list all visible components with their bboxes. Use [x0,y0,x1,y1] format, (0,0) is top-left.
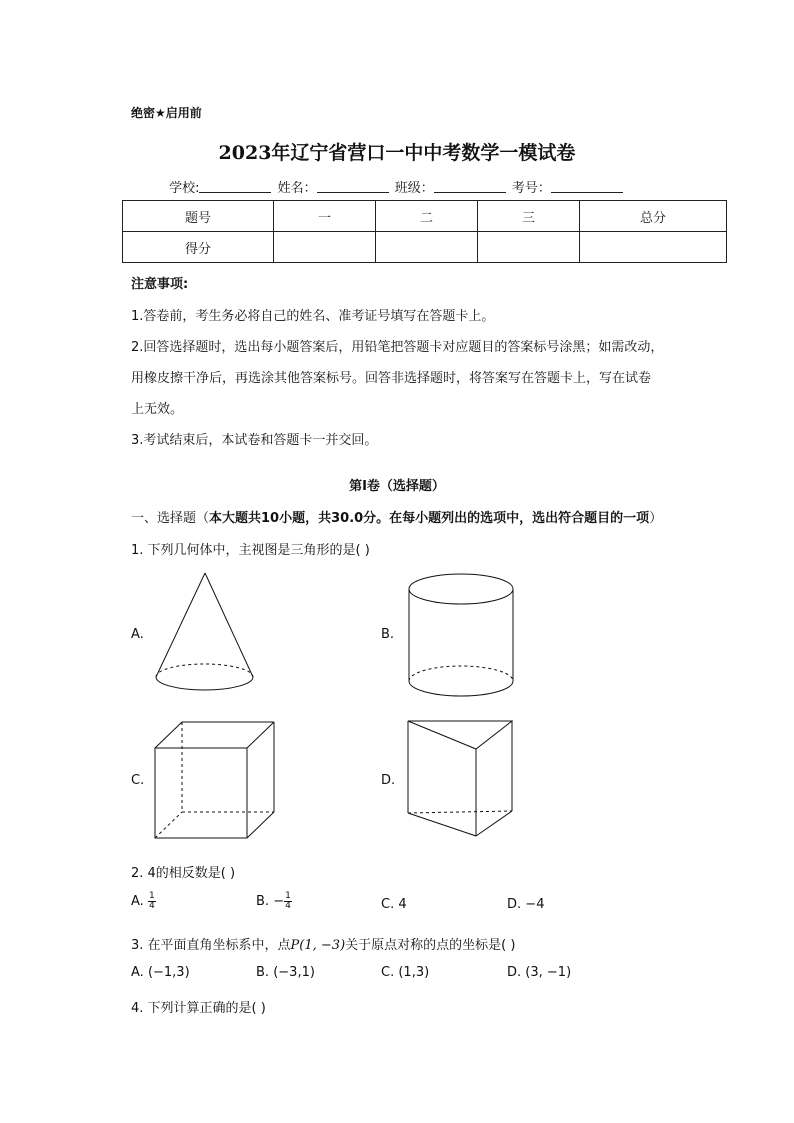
q3-option-c-label: C. [381,965,395,980]
table-cell [478,232,580,263]
q2-option-d-label: D. [507,897,522,912]
q3-option-a [131,965,190,980]
notice-item: 用橡皮擦干净后，再选涂其他答案标号。回答非选择题时，将答案写在答题卡上，写在试卷 [131,371,652,386]
section-title: 第I卷（选择题） [349,479,445,494]
class-label: 班级： [394,181,434,196]
notice-item: 2.回答选择题时，选出每小题答案后，用铅笔把答题卡对应题目的答案标号涂黑；如需改动， [131,340,664,355]
numerator: 1 [285,891,291,901]
q3-option-d-label: D. [507,965,522,980]
triangular-prism-figure [402,716,517,841]
q1-option-b-label: B. [381,627,395,642]
fraction [148,892,156,911]
q2-option-c-label: C. [381,897,395,912]
exam-number-label: 考号： [511,181,551,196]
table-cell [376,232,478,263]
table-row [123,232,727,263]
exam-title: 2023年辽宁省营口一中中考数学一模试卷 [218,142,576,164]
q3-stem-pre: 3. 在平面直角坐标系中，点 [131,938,291,953]
question-3-stem [131,934,515,953]
q2-option-a [131,892,156,911]
school-blank [199,180,271,193]
q3-option-a-label: A. [131,965,144,980]
notice-title: 注意事项: [131,277,189,292]
part-suffix: ） [649,511,663,526]
q3-option-b-label: B. [256,965,270,980]
q1-option-c-label: C. [131,773,145,788]
q2-option-b-label: B. [256,894,270,909]
q1-option-a-label: A. [131,627,144,642]
table-cell [274,232,376,263]
q3-option-d [507,965,571,980]
table-cell: 得分 [123,232,274,263]
name-blank [317,180,389,193]
q3-stem-post: 关于原点对称的点的坐标是( ) [345,938,516,953]
q2-option-b [256,892,292,911]
student-info-line [0,177,794,196]
notice-item: 上无效。 [131,402,184,417]
q3-point: P(1, −3) [290,938,346,953]
notice-item: 1.答卷前，考生务必将自己的姓名、准考证号填写在答题卡上。 [131,309,495,324]
question-4-stem: 4. 下列计算正确的是( ) [131,1001,266,1016]
class-blank [434,180,506,193]
fraction [284,892,292,911]
cylinder-figure [402,568,522,703]
table-cell [580,232,727,263]
q3-option-d-value: (3, −1) [525,965,572,980]
minus-sign: − [273,894,285,909]
q2-option-a-label: A. [131,894,144,909]
denominator: 4 [285,901,291,911]
q3-option-b [256,965,315,980]
q3-option-c [381,965,429,980]
notice-item: 3.考试结束后，本试卷和答题卡一并交回。 [131,433,378,448]
q3-option-c-value: (1,3) [398,965,430,980]
table-cell: 二 [376,201,478,232]
q3-option-b-value: (−3,1) [273,965,315,980]
part-prefix: 一、选择题（ [131,511,210,526]
score-table [122,200,727,263]
confidential-label: 绝密★启用前 [131,106,202,120]
part-instructions: 本大题共10小题，共30.0分。在每小题列出的选项中，选出符合题目的一项 [209,511,650,526]
cone-figure [150,570,260,695]
q2-option-d-value: −4 [525,897,545,912]
exam-number-blank [551,180,623,193]
table-cell: 总分 [580,201,727,232]
q2-option-d [507,897,544,912]
q1-option-d-label: D. [381,773,396,788]
question-1-stem: 1. 下列几何体中，主视图是三角形的是( ) [131,543,370,558]
q2-option-c-value: 4 [398,897,407,912]
question-2-stem: 2. 4的相反数是( ) [131,866,236,881]
q2-option-c [381,897,407,912]
table-cell: 题号 [123,201,274,232]
name-label: 姓名： [277,181,317,196]
cube-figure [150,718,280,843]
q3-option-a-value: (−1,3) [147,965,190,980]
school-label: 学校: [169,181,200,196]
denominator: 4 [148,901,155,911]
table-cell: 三 [478,201,580,232]
table-row [123,201,727,232]
numerator: 1 [148,891,155,901]
table-cell: 一 [274,201,376,232]
part-title [131,507,662,526]
